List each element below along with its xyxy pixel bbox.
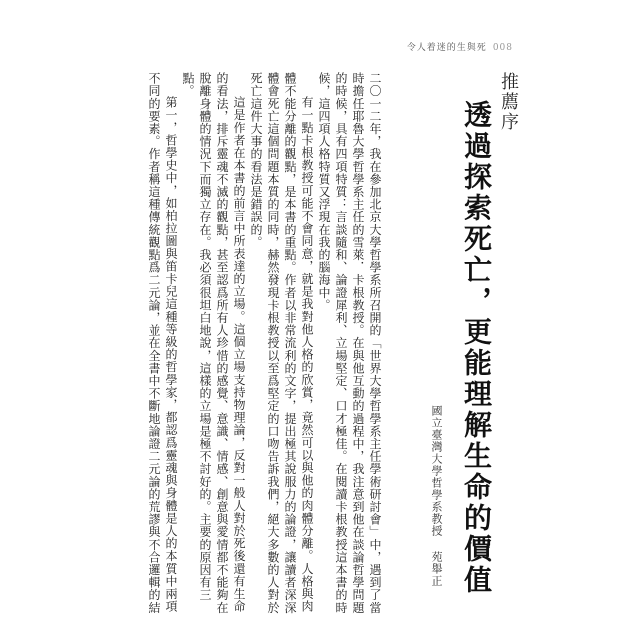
author-credit	[431, 405, 442, 587]
paragraph-1: 二〇一二年，我在參加北京大學哲學系所召開的「世界大學哲學系主任學術研討會」中，遇到了當時擔任耶魯大學哲學系主任的雪萊．卡根教授。在與他互動的過程中，我注意到他在談論哲學問題的時候，具有四項特質：言談隨和、論證犀利、立場堅定、口才極佳。在閱讀卡根教授這本書的時候，這四項人格特質又浮現在我的腦海中。	[317, 72, 382, 614]
paragraph-4: 第一，哲學史中，如柏拉圖與笛卡兒這種等級的哲學家，都認爲靈魂與身體是人的本質中兩項不同的要素。作者稱這種傳統觀點爲二元論，並在全書中不斷地論證二元論的荒謬與不合邏輯的結	[147, 72, 178, 614]
author-name: 苑舉正	[430, 551, 443, 587]
page-number: 008	[492, 43, 513, 53]
paragraph-3: 這是作者在本書的前言中所表達的立場。這個立場支持物理論，反對一般人對於死後還有生命的看法，排斥靈魂不滅的觀點，甚至認爲所有人珍惜的感覺、意識、情感、創意與愛情都不能夠在脫離身體的情況下而獨立存在。我必須很坦白地說，這樣的立場是極不討好的。主要的原因有三點。	[181, 72, 246, 614]
running-header-title: 令人着迷的生與死	[406, 43, 487, 53]
body-text	[145, 72, 383, 620]
paragraph-2: 有一點卡根教授可能不會同意，就是我對他人格的欣賞，竟然可以與他的肉體分離。人格與肉體不能分離的觀點，是本書的重點。作者以非常流利的文字，提出極其說服力的論證，讓讀者深深體會死亡這個問題本質的同時，赫然發現卡根教授以至爲堅定的口吻告訴我們，絕大多數的人對於死亡這件大事的看法是錯誤的。	[249, 72, 314, 614]
section-tag: 推薦序	[498, 72, 519, 132]
preface-title: 透過探索死亡，更能理解生命的價值	[460, 100, 493, 596]
running-header	[407, 40, 513, 53]
author-affiliation: 國立臺灣大學哲學系教授	[430, 405, 443, 537]
